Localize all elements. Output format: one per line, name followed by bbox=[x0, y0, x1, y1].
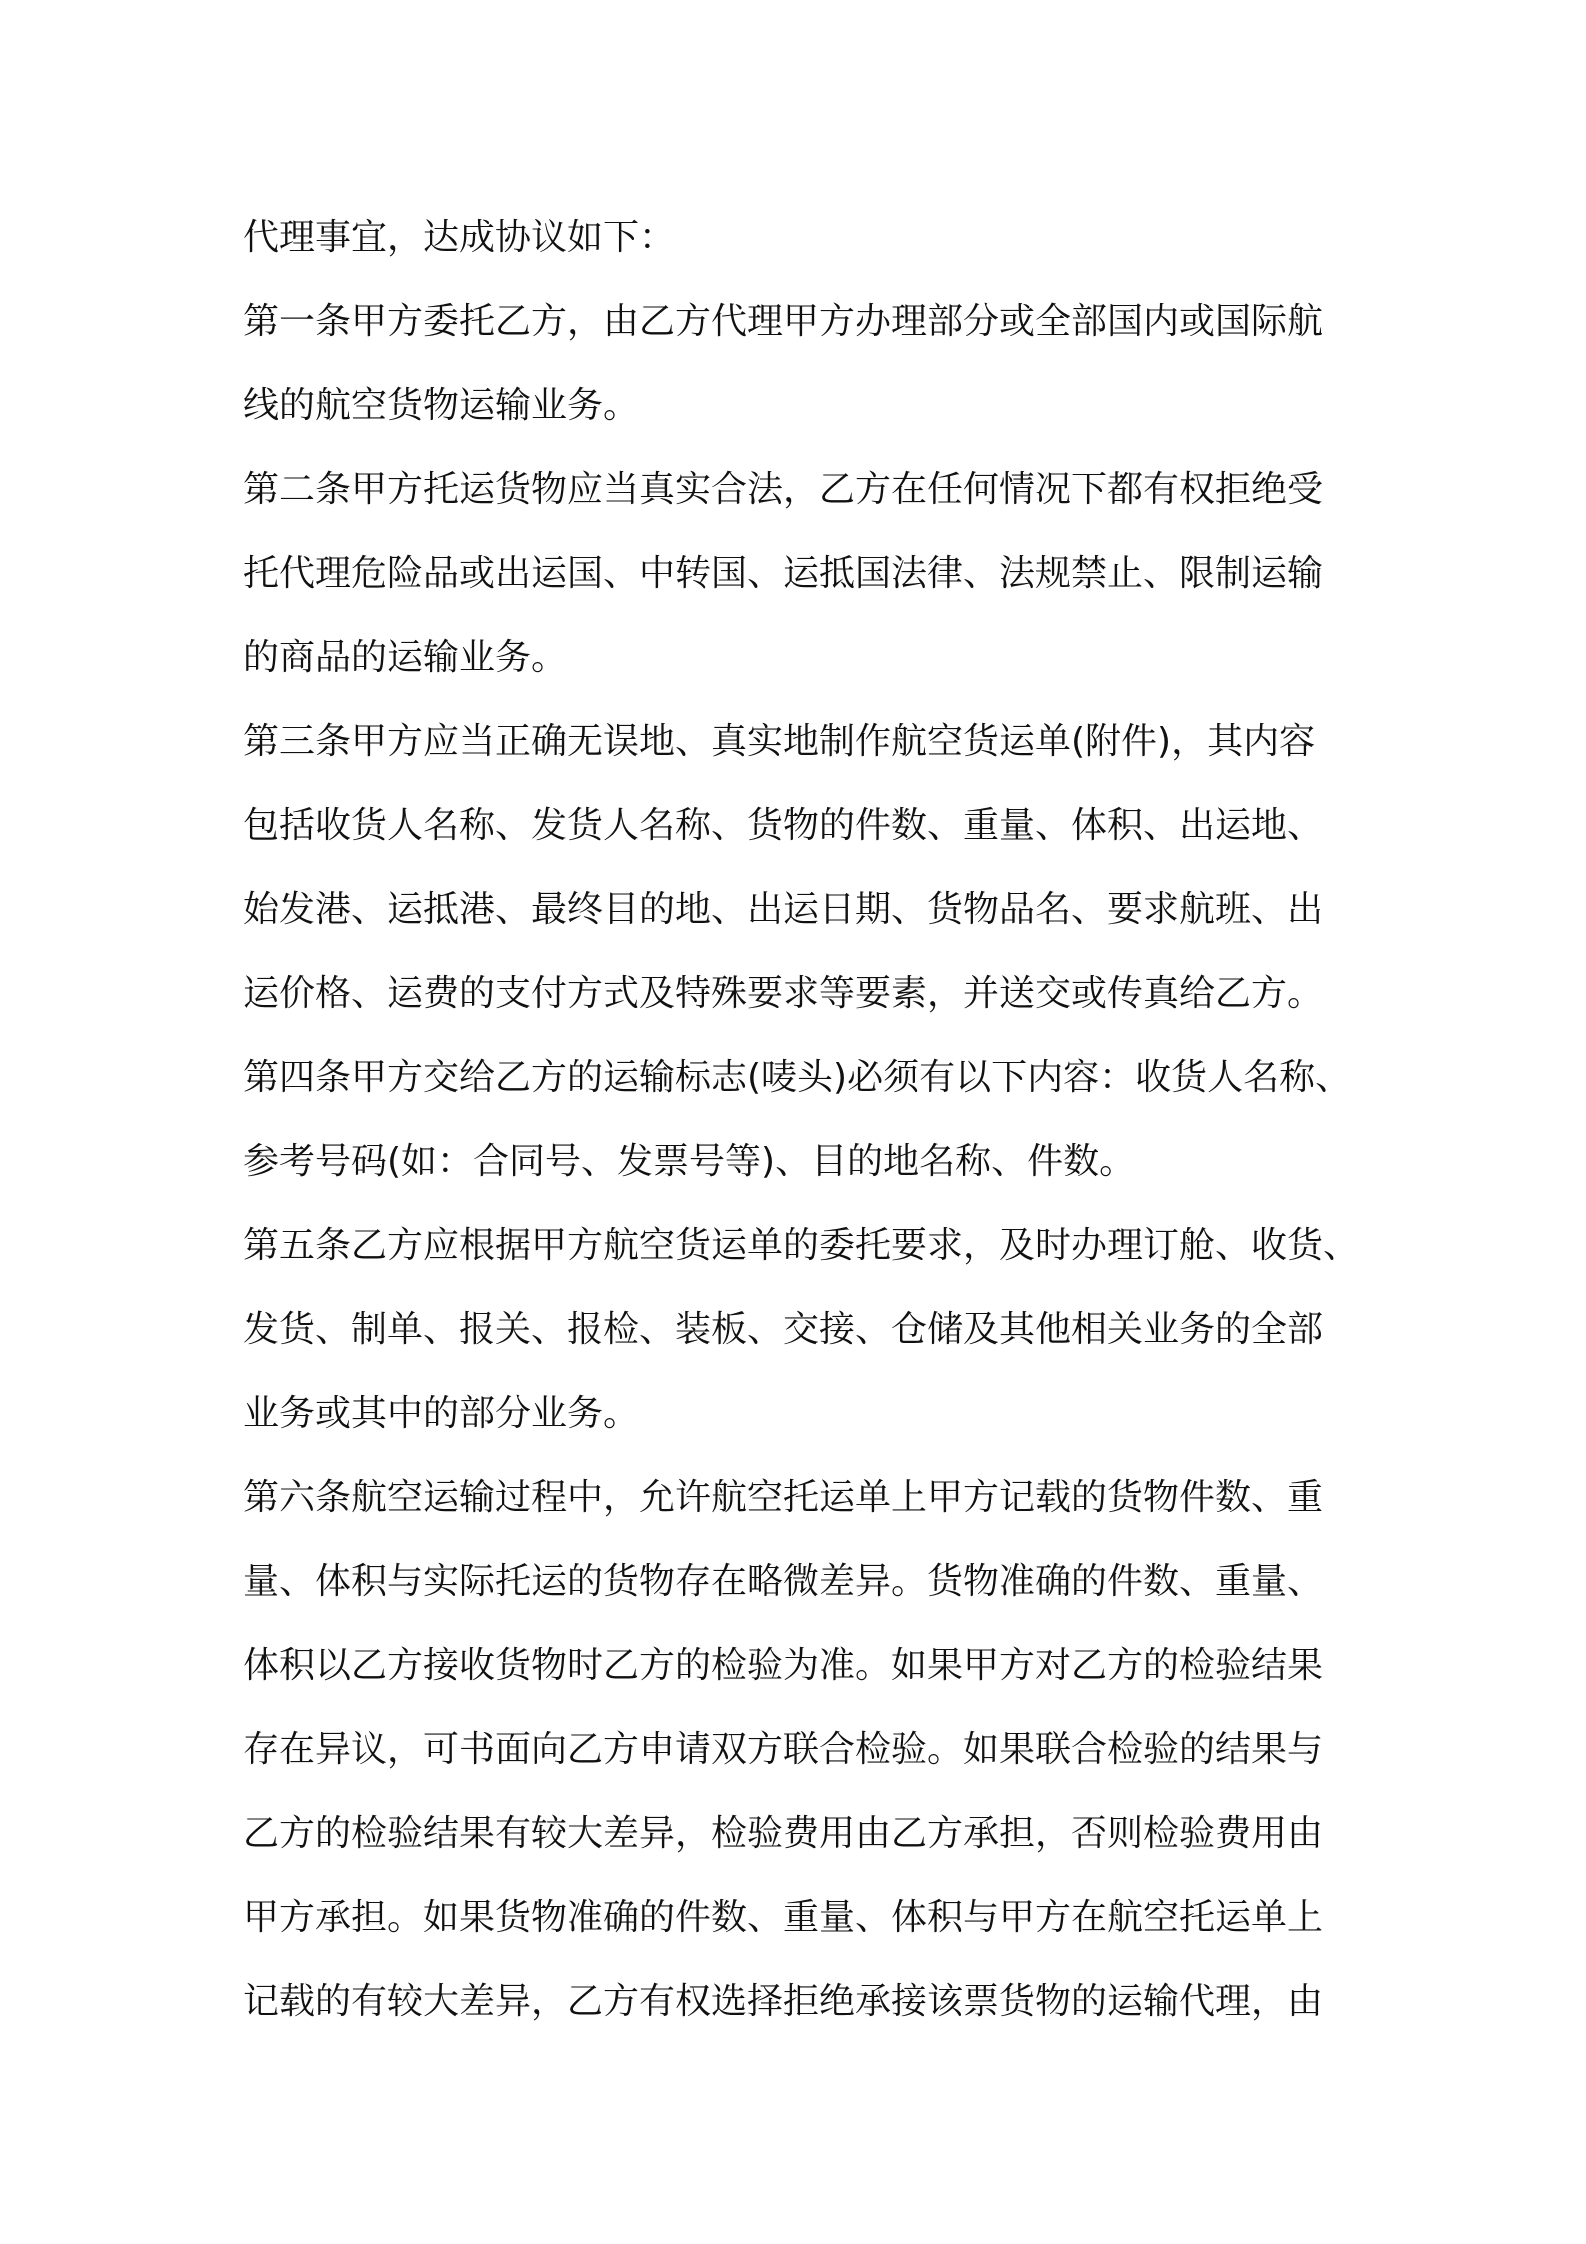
text-line: 托代理危险品或出运国、中转国、运抵国法律、法规禁止、限制运输 bbox=[243, 553, 1324, 594]
text-line: 运价格、运费的支付方式及特殊要求等要素，并送交或传真给乙方。 bbox=[243, 973, 1324, 1014]
text-line: 存在异议，可书面向乙方申请双方联合检验。如果联合检验的结果与 bbox=[243, 1729, 1324, 1770]
text-line: 第一条甲方委托乙方，由乙方代理甲方办理部分或全部国内或国际航 bbox=[243, 301, 1324, 342]
text-line: 第五条乙方应根据甲方航空货运单的委托要求，及时办理订舱、收货、 bbox=[243, 1225, 1360, 1266]
text-line: 第二条甲方托运货物应当真实合法，乙方在任何情况下都有权拒绝受 bbox=[243, 469, 1324, 510]
text-line: 参考号码(如：合同号、发票号等)、目的地名称、件数。 bbox=[243, 1141, 1136, 1182]
text-line: 第四条甲方交给乙方的运输标志(唛头)必须有以下内容：收货人名称、 bbox=[243, 1057, 1352, 1098]
text-line: 始发港、运抵港、最终目的地、出运日期、货物品名、要求航班、出 bbox=[243, 889, 1324, 930]
text-line: 记载的有较大差异，乙方有权选择拒绝承接该票货物的运输代理，由 bbox=[243, 1981, 1324, 2022]
text-line: 线的航空货物运输业务。 bbox=[243, 385, 640, 426]
text-line: 发货、制单、报关、报检、装板、交接、仓储及其他相关业务的全部 bbox=[243, 1309, 1324, 1350]
text-line: 的商品的运输业务。 bbox=[243, 637, 568, 678]
text-line: 乙方的检验结果有较大差异，检验费用由乙方承担，否则检验费用由 bbox=[243, 1813, 1324, 1854]
text-line: 甲方承担。如果货物准确的件数、重量、体积与甲方在航空托运单上 bbox=[243, 1897, 1324, 1938]
text-line: 第三条甲方应当正确无误地、真实地制作航空货运单(附件)，其内容 bbox=[243, 721, 1316, 762]
text-line: 代理事宜，达成协议如下： bbox=[243, 217, 676, 258]
text-line: 业务或其中的部分业务。 bbox=[243, 1393, 640, 1434]
document-body bbox=[243, 196, 1373, 2044]
text-line: 包括收货人名称、发货人名称、货物的件数、重量、体积、出运地、 bbox=[243, 805, 1324, 846]
text-line: 体积以乙方接收货物时乙方的检验为准。如果甲方对乙方的检验结果 bbox=[243, 1645, 1324, 1686]
text-line: 第六条航空运输过程中，允许航空托运单上甲方记载的货物件数、重 bbox=[243, 1477, 1324, 1518]
text-line: 量、体积与实际托运的货物存在略微差异。货物准确的件数、重量、 bbox=[243, 1561, 1324, 1602]
